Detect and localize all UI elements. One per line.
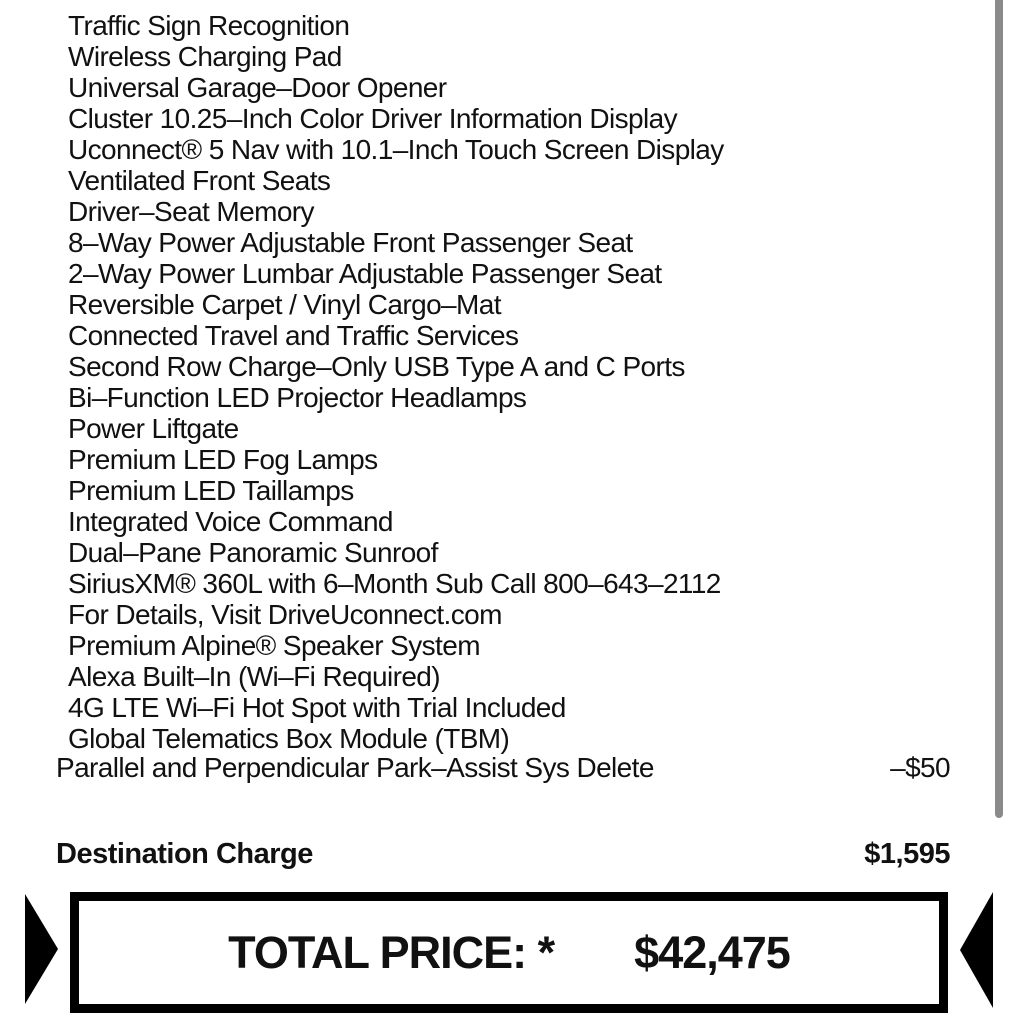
- feature-item: Premium LED Fog Lamps: [68, 444, 378, 475]
- feature-item: Integrated Voice Command: [68, 506, 393, 537]
- feature-item: 2–Way Power Lumbar Adjustable Passenger Seat: [68, 258, 662, 289]
- feature-item: Alexa Built–In (Wi–Fi Required): [68, 661, 440, 692]
- feature-item: Traffic Sign Recognition: [68, 10, 350, 41]
- total-price-amount: $42,475: [634, 926, 790, 978]
- destination-charge-row: [56, 839, 950, 870]
- feature-item: Connected Travel and Traffic Services: [68, 320, 519, 351]
- feature-item: For Details, Visit DriveUconnect.com: [68, 599, 502, 630]
- total-price-box: [70, 892, 948, 1013]
- feature-item: SiriusXM® 360L with 6–Month Sub Call 800–643–2112: [68, 568, 721, 599]
- feature-item: Wireless Charging Pad: [68, 41, 342, 72]
- feature-item: Power Liftgate: [68, 413, 239, 444]
- total-price-label: TOTAL PRICE: *: [228, 926, 555, 978]
- scrollbar-thumb[interactable]: [995, 0, 1003, 818]
- feature-item: Reversible Carpet / Vinyl Cargo–Mat: [68, 289, 501, 320]
- feature-item: Bi–Function LED Projector Headlamps: [68, 382, 527, 413]
- priced-option-price: –$50: [890, 752, 950, 783]
- feature-item: Ventilated Front Seats: [68, 165, 331, 196]
- feature-list: [68, 10, 724, 754]
- right-arrow-icon: [960, 892, 993, 1008]
- feature-item: Dual–Pane Panoramic Sunroof: [68, 537, 438, 568]
- priced-option-label: Parallel and Perpendicular Park–Assist Sys Delete: [56, 752, 654, 783]
- feature-item: Premium LED Taillamps: [68, 475, 354, 506]
- feature-item: Universal Garage–Door Opener: [68, 72, 447, 103]
- feature-item: Uconnect® 5 Nav with 10.1–Inch Touch Screen Display: [68, 134, 724, 165]
- feature-item: Second Row Charge–Only USB Type A and C Ports: [68, 351, 685, 382]
- feature-item: 8–Way Power Adjustable Front Passenger Seat: [68, 227, 633, 258]
- feature-item: Cluster 10.25–Inch Color Driver Information Display: [68, 103, 677, 134]
- left-arrow-icon: [25, 894, 58, 1004]
- priced-option-row: [56, 752, 950, 783]
- destination-charge-label: Destination Charge: [56, 838, 313, 870]
- feature-item: Premium Alpine® Speaker System: [68, 630, 480, 661]
- destination-charge-amount: $1,595: [864, 838, 950, 870]
- feature-item: Driver–Seat Memory: [68, 196, 314, 227]
- feature-item: Global Telematics Box Module (TBM): [68, 723, 510, 754]
- feature-item: 4G LTE Wi–Fi Hot Spot with Trial Included: [68, 692, 566, 723]
